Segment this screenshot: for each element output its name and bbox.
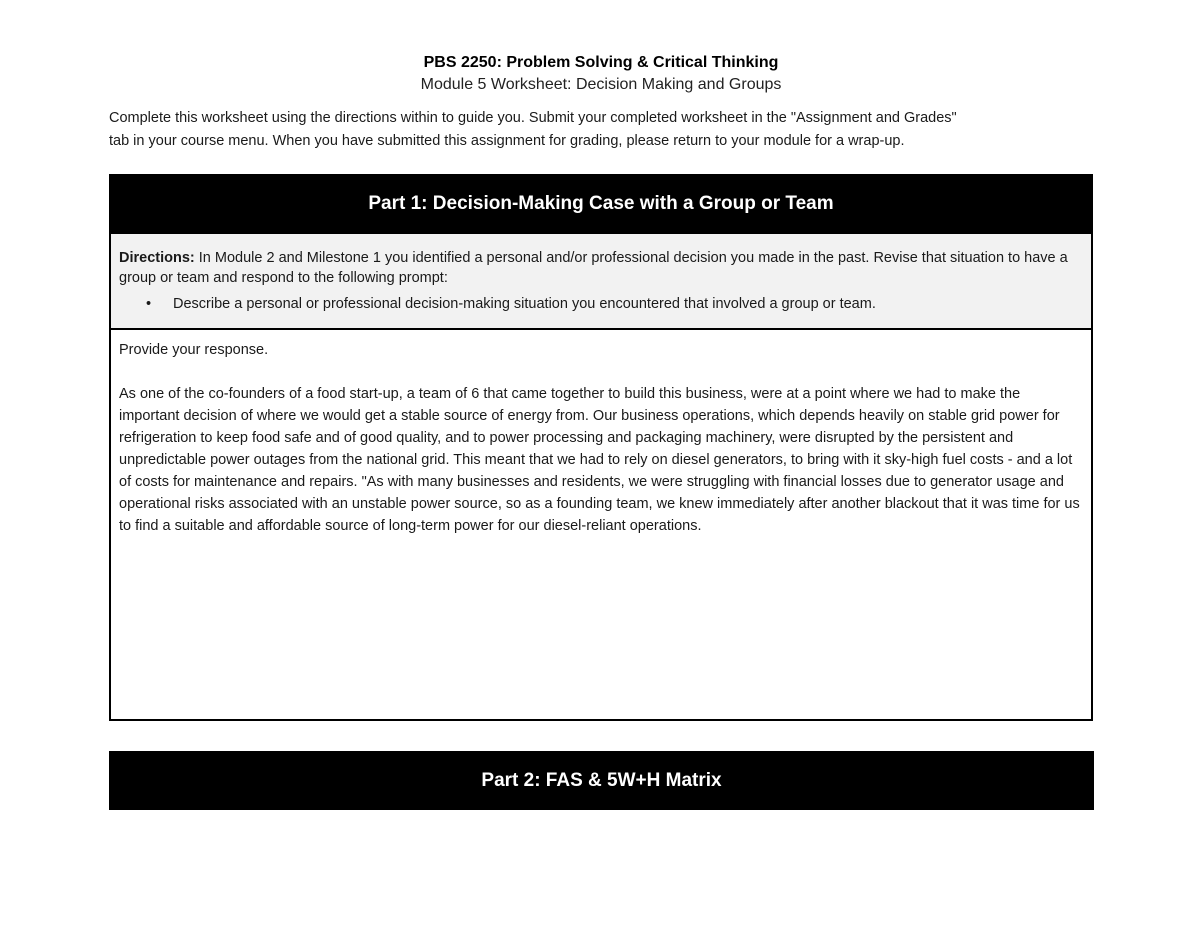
part1-directions [111, 232, 1091, 330]
response-text: As one of the co-founders of a food start-up, a team of 6 that came together to build this business, were at a point where we had to make the important decision of where we would get a stable source of energy from. Our business operations, which depends heavily on stable grid power for refrigeration to keep food safe and of good quality, and to power processing and packaging machinery, were disrupted by the persistent and unpredictable power outages from the national grid. This meant that we had to rely on diesel generators, to bring with it sky-high fuel costs - and a lot of costs for maintenance and repairs. "As with many businesses and residents, we were struggling with financial losses due to generator usage and operational risks associated with an unstable power source, so as a founding team, we knew immediately after another blackout that it was time for us to find a suitable and affordable source of long-term power for our diesel-reliant operations. [119, 386, 1080, 534]
intro-paragraph [109, 107, 1093, 153]
intro-line-1: Complete this worksheet using the directions within to guide you. Submit your completed worksheet in the "Assignment and Grades" [109, 110, 957, 126]
directions-label: Directions: [119, 250, 195, 266]
response-label: Provide your response. [119, 342, 269, 358]
directions-bullet-list [119, 294, 1083, 314]
part1-table [109, 174, 1093, 721]
directions-text: In Module 2 and Milestone 1 you identified a personal and/or professional decision you made in the past. Revise that situation to have a group or team and respond to the following prompt: [119, 250, 1068, 286]
document-header [109, 52, 1093, 95]
course-title: PBS 2250: Problem Solving & Critical Thinking [423, 54, 779, 71]
intro-line-2: tab in your course menu. When you have submitted this assignment for grading, please return to your module for a wrap-up. [109, 133, 905, 149]
part1-header: Part 1: Decision-Making Case with a Group or Team [111, 176, 1091, 232]
worksheet-title: Module 5 Worksheet: Decision Making and Groups [420, 76, 782, 93]
directions-paragraph [119, 248, 1083, 288]
part2-header: Part 2: FAS & 5W+H Matrix [109, 751, 1094, 810]
directions-bullet-item: • Describe a personal or professional decision-making situation you encountered that involved a group or team. [173, 294, 1083, 314]
response-cell[interactable] [111, 330, 1091, 719]
worksheet-page [109, 52, 1093, 721]
